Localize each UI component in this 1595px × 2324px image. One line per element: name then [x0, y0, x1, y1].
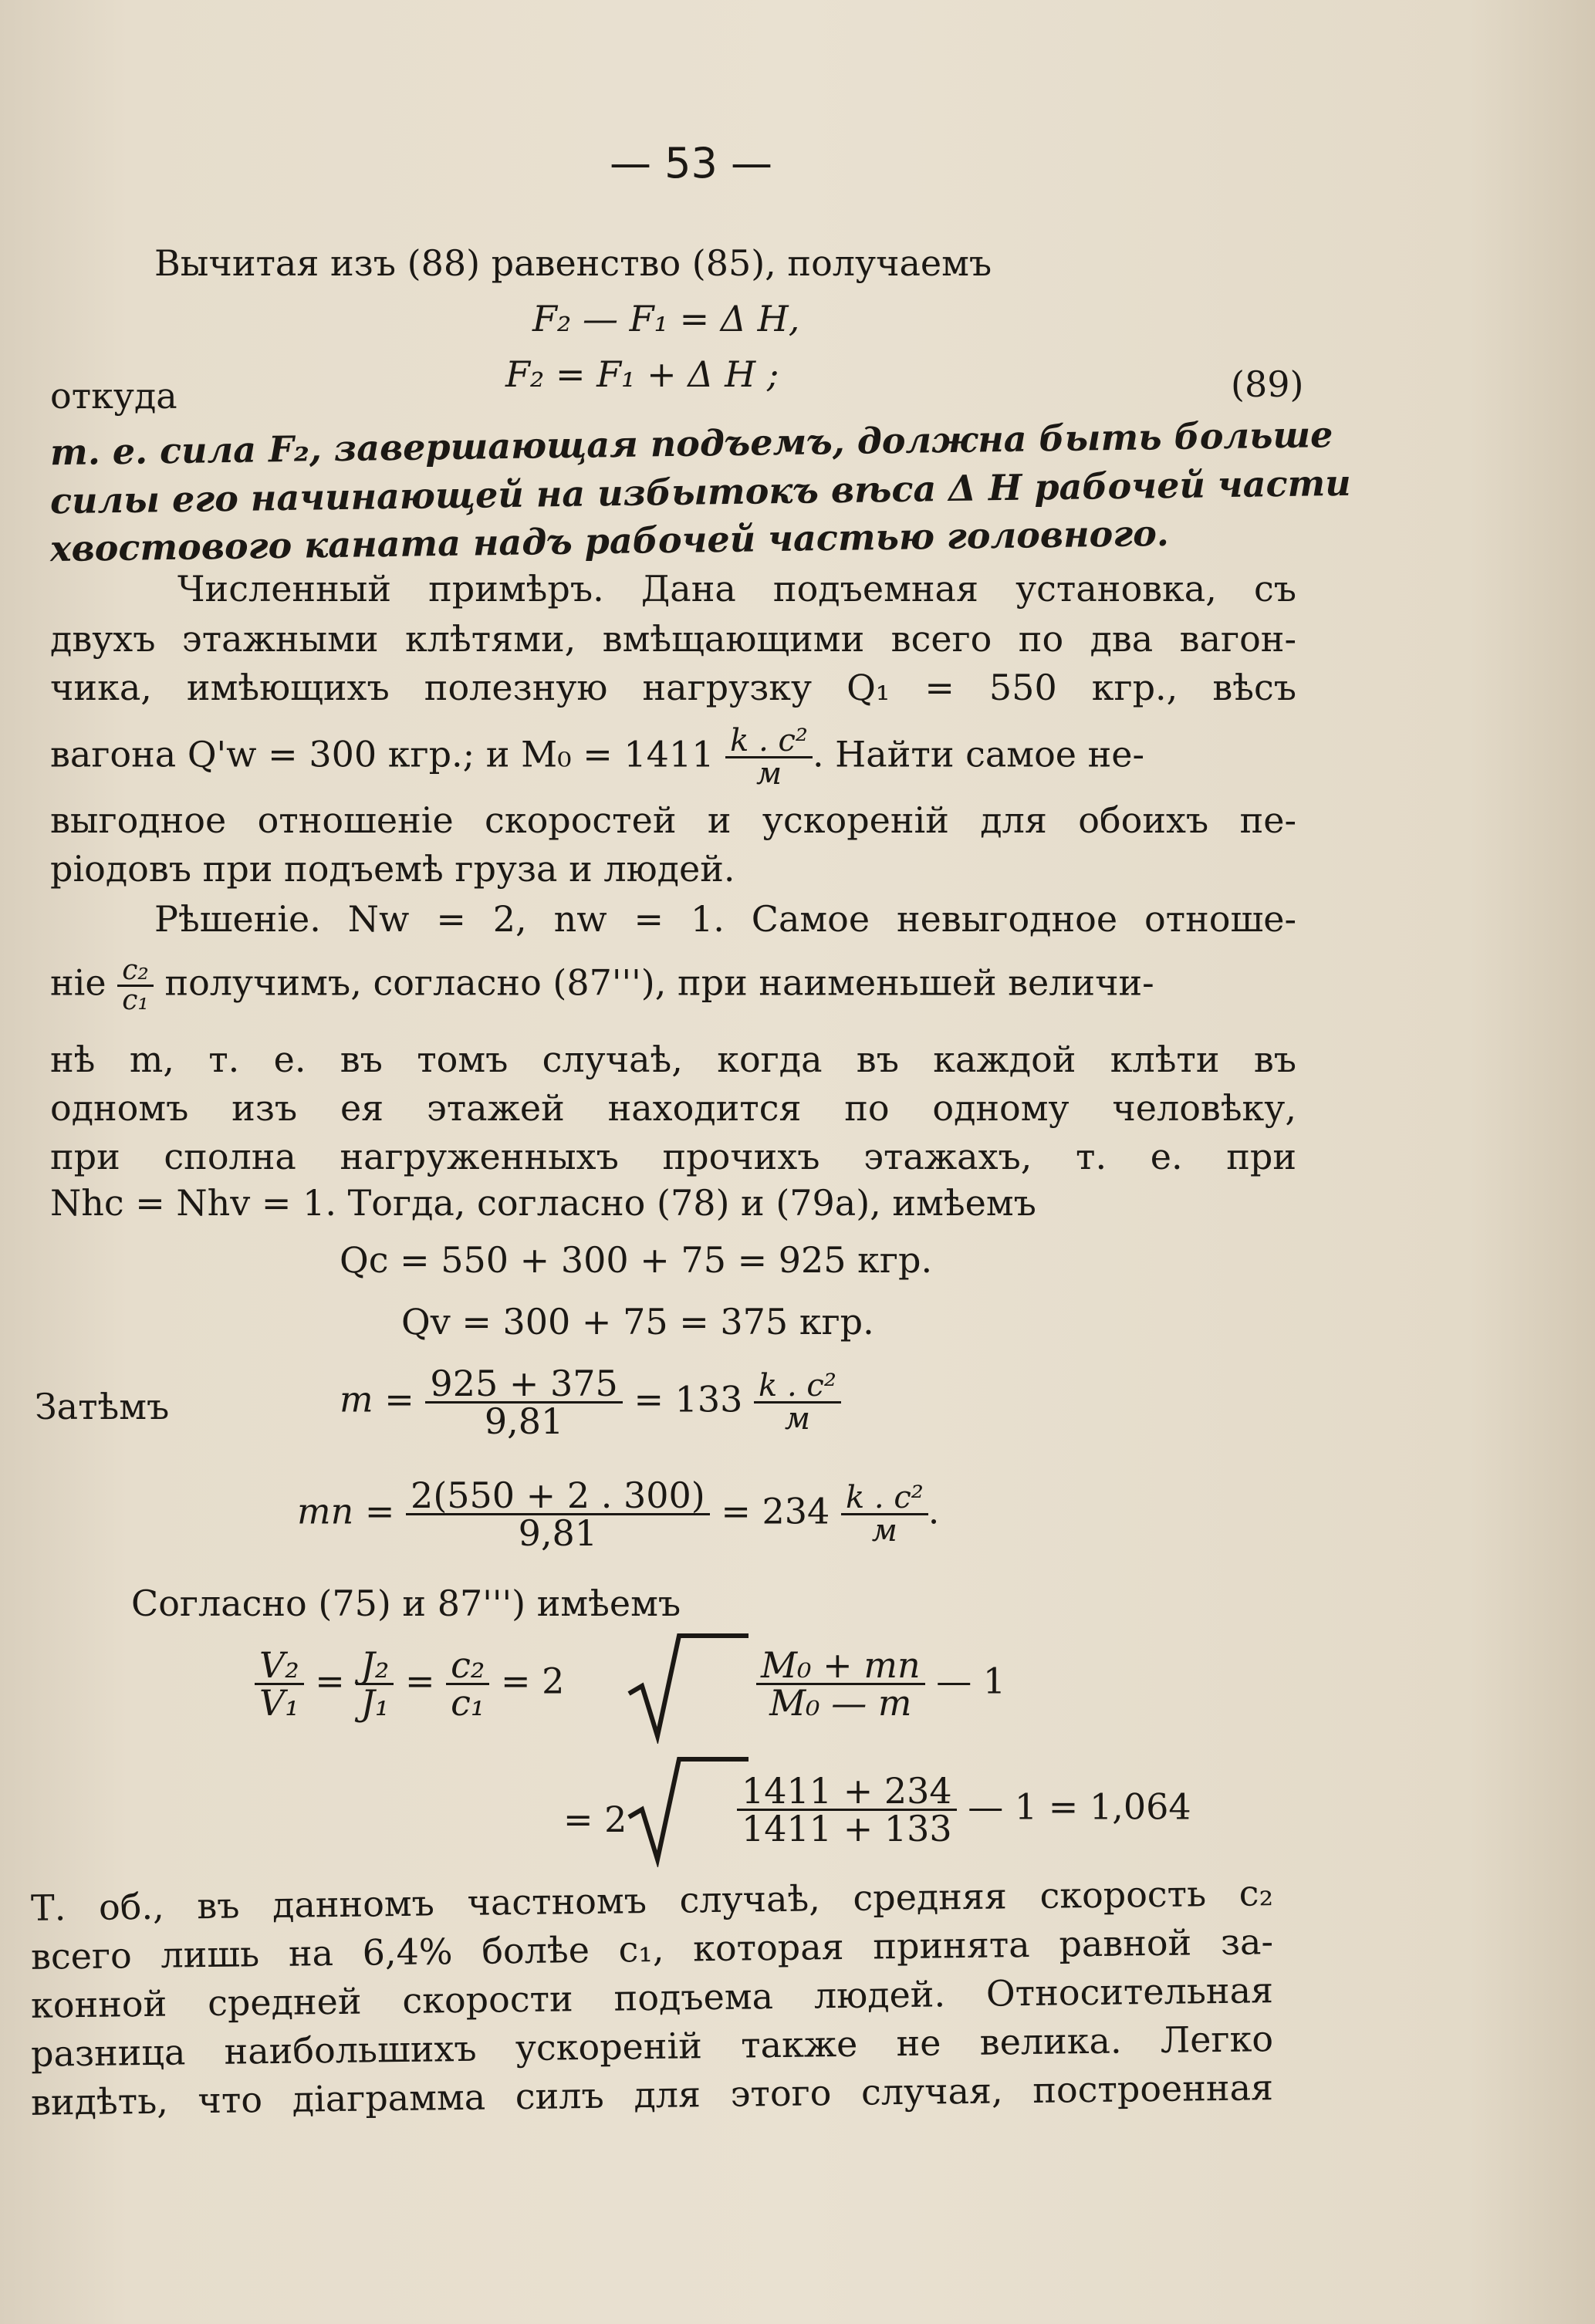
fraction-denominator: V₁	[259, 1682, 299, 1724]
text-line: Затѣмъ	[35, 1386, 170, 1427]
fraction-denominator: 9,81	[484, 1400, 564, 1442]
text-segment: . Найти самое не-	[812, 733, 1145, 775]
text-line: ріодовъ при подъемѣ груза и людей.	[50, 848, 735, 890]
equation-lhs: m =	[340, 1378, 414, 1420]
text-line: Рѣшеніе. Nw = 2, nw = 1. Самое невыгодное отноше-	[154, 898, 1296, 940]
equation: Qv = 300 + 75 = 375 кгр.	[401, 1301, 874, 1343]
text-line	[50, 954, 1154, 1016]
equation	[737, 1770, 1191, 1849]
fraction-numerator: c₂	[446, 1647, 489, 1685]
equation	[297, 1474, 940, 1554]
equals-sign: =	[404, 1660, 435, 1702]
text-line: нѣ m, т. е. въ томъ случаѣ, когда въ каждой клѣти въ	[50, 1039, 1296, 1080]
text-line: силы его начинающей на избытокъ вѣса Δ H рабочей части	[49, 461, 1351, 522]
fraction-denominator: м	[755, 756, 782, 792]
equation: F₂ — F₁ = Δ H,	[532, 298, 800, 339]
equation-rhs: = 234	[721, 1490, 830, 1532]
equation	[255, 1644, 565, 1724]
equation-coefficient: = 2	[563, 1799, 627, 1840]
text-line: хвостового каната надъ рабочей частью головного.	[49, 512, 1170, 570]
fraction-numerator: 2(550 + 2 . 300)	[406, 1478, 710, 1515]
fraction-denominator: J₁	[360, 1682, 390, 1724]
text-line: чика, имѣющихъ полезную нагрузку Q₁ = 550 кгр., вѣсъ	[50, 667, 1296, 708]
text-line: всего лишь на 6,4% болѣе c₁, которая принята равной за-	[30, 1920, 1274, 1978]
text-segment: ніе	[50, 961, 106, 1004]
equation: Qc = 550 + 300 + 75 = 925 кгр.	[340, 1239, 933, 1281]
fraction-denominator: c₁	[451, 1682, 485, 1724]
equation: F₂ = F₁ + Δ H ;	[505, 353, 779, 395]
velocity-ratio	[255, 1644, 304, 1724]
equation	[756, 1644, 1006, 1724]
text-line: Численный примѣръ. Дана подъемная установка, съ	[177, 568, 1296, 610]
text-line: одномъ изъ ея этажей находится по одному человѣку,	[50, 1087, 1296, 1129]
equation-rhs: = 133	[634, 1378, 743, 1420]
fraction-numerator: k . c²	[841, 1482, 928, 1515]
equation-tail: — 1 = 1,064	[968, 1785, 1191, 1828]
text-segment: получимъ, согласно (87'''), при наименьшей величи-	[164, 961, 1154, 1004]
fraction-denominator: м	[784, 1401, 811, 1437]
text-line: откуда	[50, 375, 177, 417]
fraction-numerator: 925 + 375	[425, 1366, 622, 1404]
text-line: выгодное отношеніе скоростей и ускореній для обоихъ пе-	[50, 799, 1296, 841]
equation	[340, 1363, 841, 1442]
radicand-fraction	[756, 1644, 925, 1724]
fraction-denominator: c₁	[122, 985, 149, 1016]
equation-lhs: mn =	[297, 1490, 395, 1532]
equation-coefficient: = 2	[500, 1660, 565, 1702]
text-segment: вагона Q'w = 300 кгр.; и M₀ = 1411	[50, 733, 715, 775]
fraction-numerator: k . c²	[725, 725, 813, 758]
speed-ratio	[446, 1644, 489, 1724]
equation-fraction	[406, 1474, 710, 1554]
radical-sign	[625, 1628, 749, 1744]
text-line	[50, 723, 1145, 792]
fraction-denominator: 1411 + 133	[742, 1808, 952, 1849]
equals-sign: =	[315, 1660, 345, 1702]
ratio-fraction	[117, 954, 154, 1016]
fraction-numerator: V₂	[255, 1647, 304, 1685]
text-line: Nhc = Nhv = 1. Тогда, согласно (78) и (79a), имѣемъ	[50, 1182, 1036, 1224]
fraction-numerator: 1411 + 234	[737, 1773, 957, 1811]
acceleration-ratio	[356, 1644, 394, 1724]
page-number: — 53 —	[610, 139, 773, 187]
text-line: т. е. сила F₂, завершающая подъемъ, должна быть больше	[49, 414, 1333, 474]
fraction-denominator: 9,81	[518, 1512, 598, 1554]
text-line: двухъ этажными клѣтями, вмѣщающими всего по два вагон-	[50, 618, 1296, 660]
unit-fraction	[841, 1480, 928, 1549]
text-line: при сполна нагруженныхъ прочихъ этажахъ, т. е. при	[50, 1136, 1296, 1177]
equation-fraction	[425, 1363, 622, 1442]
text-line: Т. об., въ данномъ частномъ случаѣ, средняя скорость c₂	[30, 1872, 1274, 1929]
text-line: Вычитая изъ (88) равенство (85), получаемъ	[154, 242, 992, 284]
text-line: конной средней скорости подъема людей. Относительная	[30, 1969, 1274, 2026]
fraction-denominator: M₀ — m	[769, 1682, 912, 1724]
fraction-numerator: k . c²	[754, 1370, 841, 1404]
unit-fraction	[725, 723, 813, 792]
radical-sign	[625, 1751, 749, 1867]
fraction-numerator: M₀ + mn	[756, 1647, 925, 1685]
text-line: видѣть, что діаграмма силъ для этого случая, построенная	[30, 2066, 1274, 2123]
equation-tail: — 1	[936, 1660, 1006, 1702]
text-line: разница наибольшихъ ускореній также не велика. Легко	[30, 2018, 1274, 2075]
fraction-numerator: c₂	[117, 957, 154, 987]
equation-number: (89)	[1231, 363, 1304, 405]
text-line: Согласно (75) и 87''') имѣемъ	[131, 1583, 681, 1624]
unit-fraction	[754, 1368, 841, 1437]
fraction-denominator: м	[871, 1513, 897, 1549]
text-segment: .	[928, 1490, 940, 1532]
radicand-fraction	[737, 1770, 957, 1849]
fraction-numerator: J₂	[356, 1647, 394, 1685]
